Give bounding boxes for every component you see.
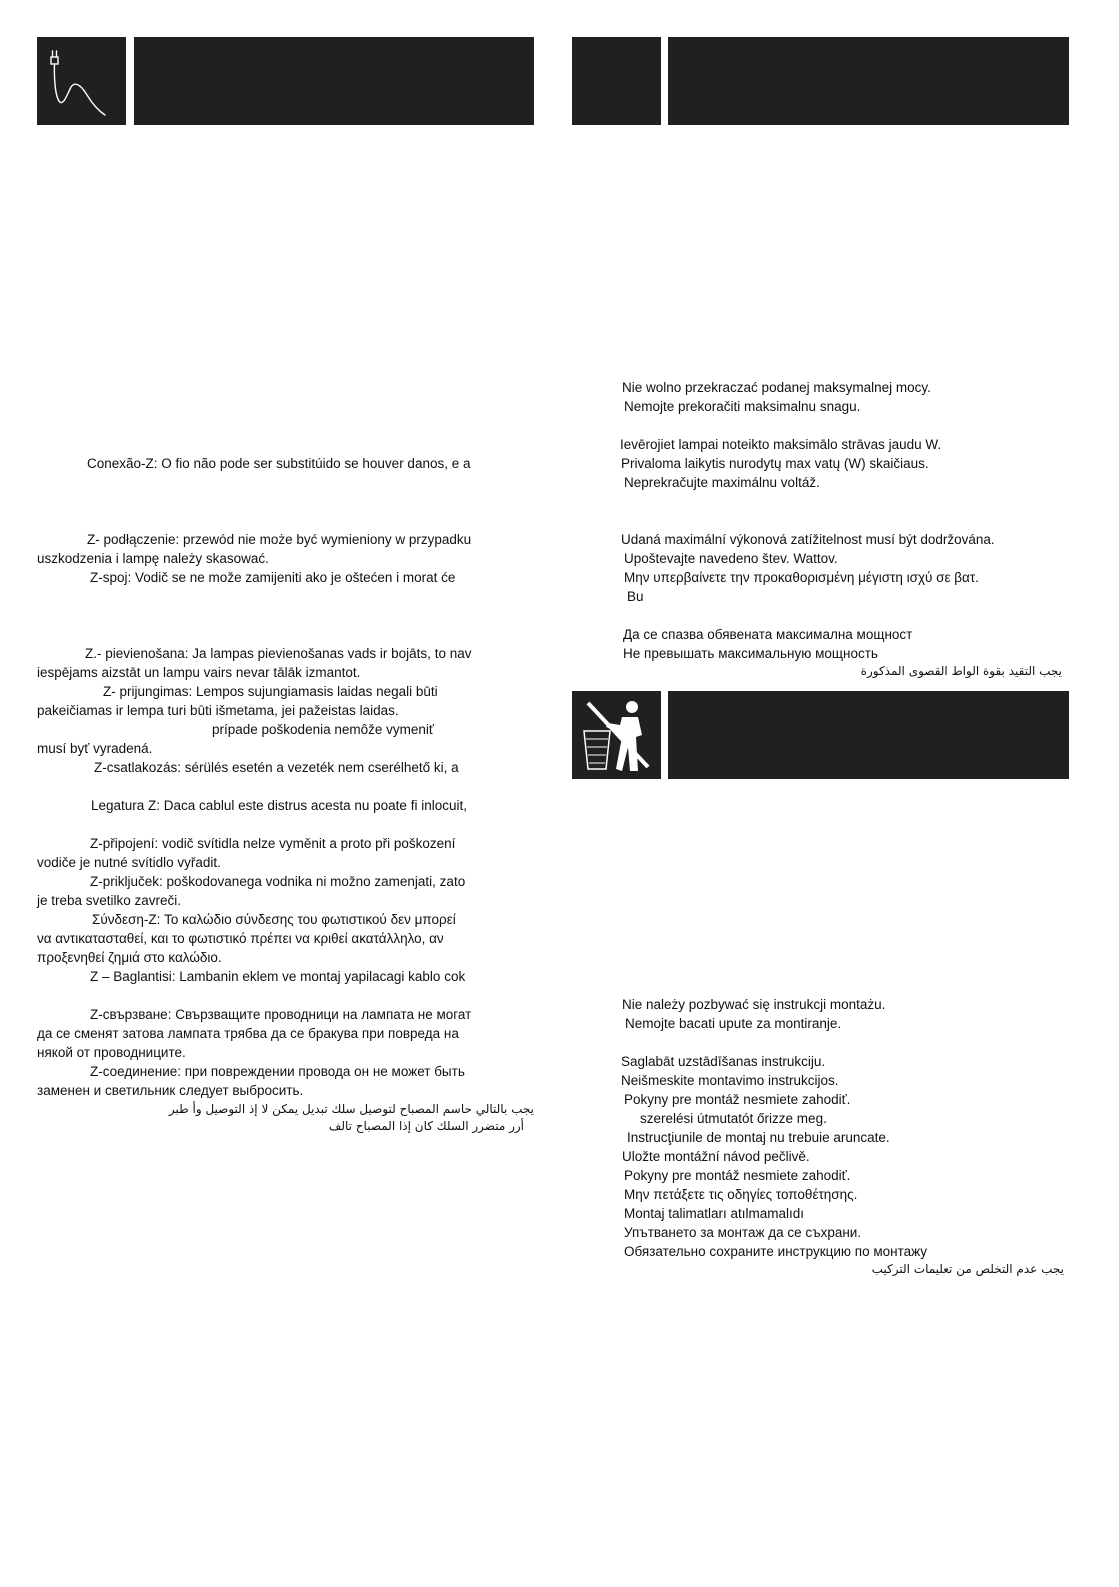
tr-line: Z – Baglantisi: Lambanin eklem ve montaj yapilacagi kablo cok [90,969,466,984]
header-square-right [572,37,661,125]
cz-line-2: vodiče je nutné svítidlo vyřadit. [37,855,221,870]
instructions-pl: Nie należy pozbywać się instrukcji montażu. [622,997,886,1012]
bg-line-3: някой от проводниците. [37,1045,186,1060]
gr-line-3: προξενηθεί ζημιά στο καλώδιο. [37,950,222,965]
bg-line-1: Z-свързване: Свързващите проводници на лампата не могат [90,1007,472,1022]
no-trash-icon [572,691,661,779]
max-power-lt: Privaloma laikytis nurodytų max vatų (W) skaičiaus. [621,456,929,471]
ar-line-2: أرر متضرر السلك كان إذا المصباح تالف [328,1119,524,1133]
pl-line-1: Z- podłączenie: przewód nie może być wymieniony w przypadku [87,532,472,547]
disposal-icon-box [572,691,661,779]
bg-line-2: да се сменят затова лампата трябва да се бракува при повреда на [37,1026,459,1041]
bg-paragraph [37,1005,534,1100]
sk-line-2: musí byť vyradená. [37,741,153,756]
instructions-lv: Saglabāt uzstādīšanas instrukciju. [621,1054,826,1069]
gr-line-2: να αντικατασταθεί, και το φωτιστικό πρέπει να κριθεί ακατάλληλο, αν [37,931,444,946]
ru-line-2: заменен и светильник следует выбросить. [37,1083,304,1098]
pl-line-2: uszkodzenia i lampę należy skasować. [37,551,269,566]
disposal-header-bar [668,691,1069,779]
hr-line: Z-spoj: Vodič se ne može zamijeniti ako je oštećen i morat će [90,570,456,585]
instructions-hr: Nemojte bacati upute za montiranje. [625,1016,842,1031]
plug-cable-icon [37,37,126,125]
header-bar-right [668,37,1069,125]
cz-paragraph [37,834,534,986]
max-power-ru: Не превышать максимальную мощность [623,646,878,661]
instructions-bg: Упътването за монтаж да се съхрани. [624,1225,862,1240]
si-line-2: je treba svetilko zavreči. [37,893,182,908]
instructions-ar: يجب عدم التخلص من تعليمات التركيب [871,1262,1064,1276]
header-bar-left [134,37,534,125]
instructions-ro: Instrucţiunile de montaj nu trebuie aruncate. [627,1130,890,1145]
instructions-si: Pokyny pre montáž nesmiete zahodiť. [624,1168,851,1183]
gr-line-1: Σύνδεση-Z: Το καλώδιο σύνδεσης του φωτιστικού δεν μπορεί [92,912,456,927]
instructions-hu: szerelési útmutatót őrizze meg. [640,1111,827,1126]
max-power-lv: Ievērojiet lampai noteikto maksimālo strāvas jaudu W. [620,437,942,452]
max-power-cz: Udaná maximální výkonová zatížitelnost musí být dodržována. [621,532,995,547]
max-power-bg: Да се спазва обявената максимална мощност [623,627,913,642]
ro-text: Legatura Z: Daca cablul este distrus acesta nu poate fi inlocuit, [91,798,467,813]
ar-line-1: يجب بالتالي حاسم المصباح لتوصيل سلك تبديل يمكن لا إذ التوصيل وأ طبر [168,1102,534,1116]
lt-line-2: pakeičiamas ir lempa turi būti išmetama, jei pažeistas laidas. [37,703,399,718]
max-power-tr: Bu [627,589,644,604]
lt-line-1: Z- prijungimas: Lempos sujungiamasis laidas negali būti [103,684,438,699]
max-power-ar: يجب التقيد بقوة الواط القصوى المذكورة [860,664,1062,678]
pl-paragraph [37,530,534,587]
instructions-ru: Обязательно сохраните инструкцию по монтажу [624,1244,928,1259]
instructions-cz: Uložte montážní návod pečlivě. [622,1149,810,1164]
ru-line-1: Z-соединение: при повреждении провода он не может быть [90,1064,465,1079]
lv-line-2: iespējams aizstāt un lampu vairs nevar tālāk izmantot. [37,665,361,680]
instructions-sk: Pokyny pre montáž nesmiete zahodiť. [624,1092,851,1107]
cz-line-1: Z-připojení: vodič svítidla nelze vyměnit a proto při poškození [90,836,456,851]
max-power-gr: Μην υπερβαίνετε την προκαθορισμένη μέγιστη ισχύ σε βατ. [624,570,979,585]
instructions-tr: Montaj talimatları atılmamalıdı [624,1206,805,1221]
hu-text: Z-csatlakozás: sérülés esetén a vezeték nem cserélhető ki, a [94,760,459,775]
pt-text: Conexão-Z: O fio não pode ser substitúido se houver danos, e a [87,456,471,471]
max-power-pl: Nie wolno przekraczać podanej maksymalnej mocy. [622,380,931,395]
max-power-si: Upoštevajte navedeno štev. Wattov. [624,551,838,566]
max-power-hr: Nemojte prekoračiti maksimalnu snagu. [624,399,861,414]
max-power-sk: Neprekračujte maximálnu voltáž. [624,475,820,490]
si-line-1: Z-priključek: poškodovanega vodnika ni možno zamenjati, zato [90,874,466,889]
cable-icon-box [37,37,126,125]
lv-paragraph [37,644,534,720]
sk-line-1: prípade poškodenia nemôže vymeniť [212,722,434,737]
instructions-lt: Neišmeskite montavimo instrukcijos. [621,1073,839,1088]
lv-line-1: Z.- pievienošana: Ja lampas pievienošanas vads ir bojāts, to nav [85,646,472,661]
instructions-gr: Μην πετάξετε τις οδηγίες τοποθέτησης. [624,1187,858,1202]
